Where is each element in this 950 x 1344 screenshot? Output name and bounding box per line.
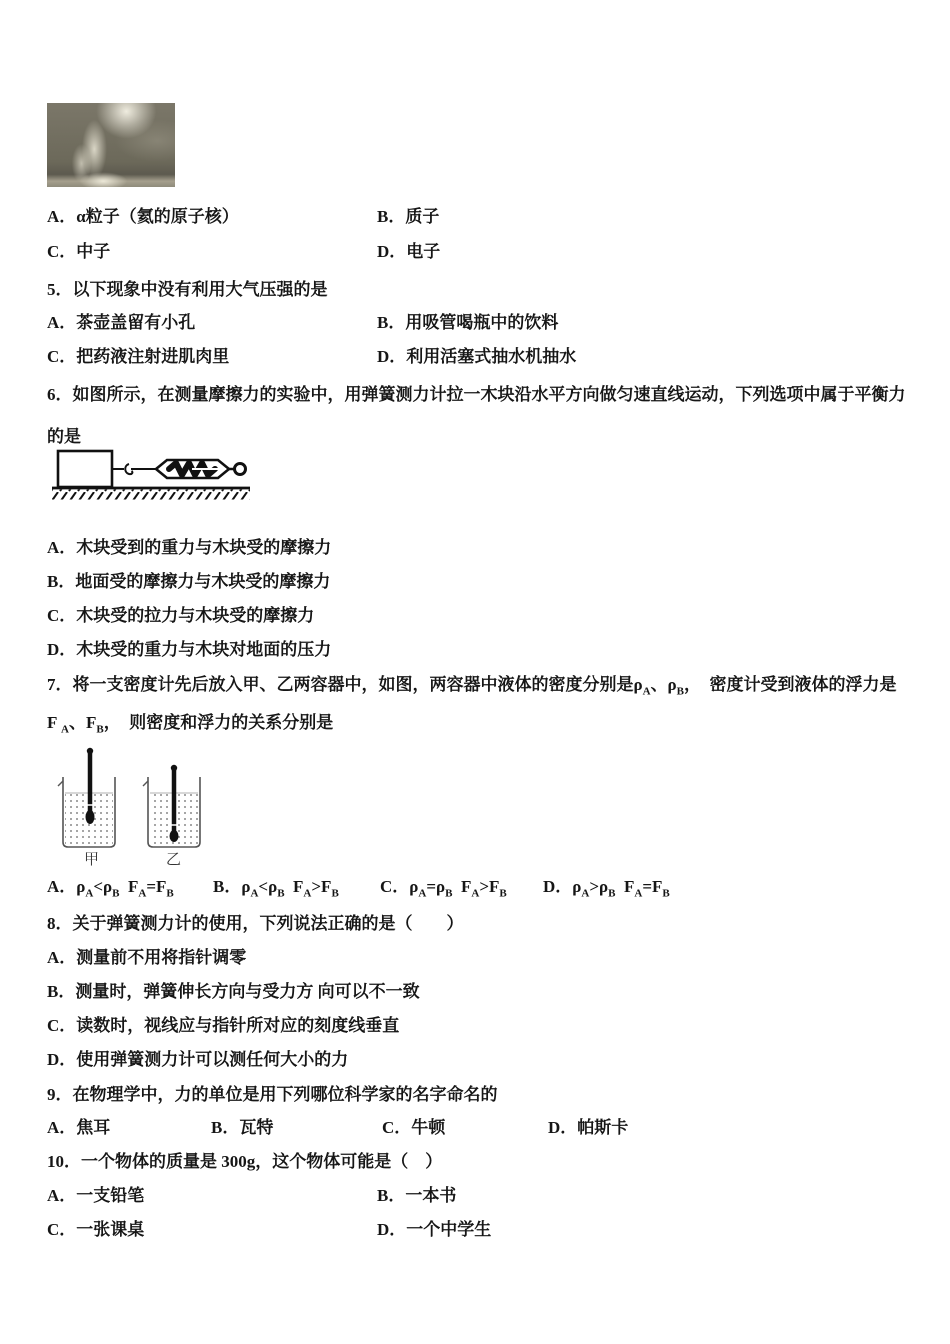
option-label: B．	[211, 1118, 240, 1137]
option-text: 质子	[405, 207, 440, 226]
q8-option-d	[47, 1049, 348, 1070]
q6-option-d	[47, 639, 331, 660]
ground-hatching	[52, 490, 250, 500]
beakers-figure	[57, 745, 207, 857]
q8-option-c	[47, 1015, 399, 1036]
option-label: B．	[377, 1186, 406, 1205]
option-text: 测量时，弹簧伸长方向与受力方 向可以不一致	[75, 982, 420, 1001]
q10-option-a	[47, 1185, 144, 1206]
option-label: A．	[47, 207, 77, 226]
beaker-label-yi: 乙	[166, 852, 182, 868]
option-text: α粒子（氦的原子核）	[76, 207, 239, 226]
q4-option-d	[377, 241, 440, 262]
option-label: C．	[47, 606, 77, 625]
option-label: D．	[377, 1220, 407, 1239]
q7-stem-line1: 7．将一支密度计先后放入甲、乙两容器中，如图，两容器中液体的密度分别是$\rho_A$、$\rho_B$， 密度计受到液体的浮力是	[47, 675, 897, 698]
option-label: A．	[47, 1186, 77, 1205]
q8-option-b	[47, 981, 420, 1002]
q6-stem-line1: 6．如图所示，在测量摩擦力的实验中，用弹簧测力计拉一木块沿水平方向做匀速直线运动，下列选项中属于平衡力	[47, 385, 906, 404]
option-label: D．	[47, 1050, 77, 1069]
q10-option-b	[377, 1185, 456, 1206]
option-label: A．	[47, 313, 77, 332]
option-label: D．	[47, 640, 77, 659]
hydrometer-bulb-yi	[170, 830, 179, 842]
option-text: 木块受的重力与木块对地面的压力	[76, 640, 332, 659]
q10-option-c	[47, 1219, 144, 1240]
q7-option-a: A．$\rho_A<\rho_B$ $F_A=F_B$	[47, 877, 174, 900]
friction-experiment-figure	[50, 448, 255, 506]
option-text: 牛顿	[411, 1118, 446, 1137]
wood-block	[58, 451, 112, 487]
q10-stem: 10．一个物体的质量是 300g，这个物体可能是（ ）	[47, 1152, 443, 1171]
q7-option-b: B．$\rho_A<\rho_B$ $F_A>F_B$	[213, 877, 339, 900]
q6-option-a	[47, 537, 331, 558]
hydrometer-bulb-jia	[86, 810, 95, 824]
pull-ring	[235, 464, 246, 475]
option-text: 一个中学生	[406, 1220, 492, 1239]
option-text: 帕斯卡	[577, 1118, 629, 1137]
option-label: D．	[548, 1118, 578, 1137]
q9-option-c	[382, 1117, 445, 1138]
option-label: B．	[377, 207, 406, 226]
option-text: 木块受的拉力与木块受的摩擦力	[76, 606, 315, 625]
option-text: 瓦特	[239, 1118, 274, 1137]
option-label: C．	[47, 1220, 77, 1239]
q6-option-b	[47, 571, 330, 592]
q7-stem-line2: F $_A$、$F_B$， 则密度和浮力的关系分别是	[47, 713, 334, 736]
option-text: 中子	[76, 242, 111, 261]
option-text: 木块受到的重力与木块受的摩擦力	[76, 538, 332, 557]
option-text: 一张课桌	[76, 1220, 145, 1239]
q5-option-a	[47, 312, 195, 333]
q10-option-d	[377, 1219, 491, 1240]
q5-option-b	[377, 312, 558, 333]
q5-option-d	[377, 346, 576, 367]
option-text: 一本书	[405, 1186, 457, 1205]
option-label: C．	[47, 347, 77, 366]
option-text: 茶壶盖留有小孔	[76, 313, 196, 332]
option-text: 把药液注射进肌肉里	[76, 347, 230, 366]
option-text: 读数时，视线应与指针所对应的刻度线垂直	[76, 1016, 400, 1035]
q5-option-c	[47, 346, 229, 367]
option-label: C．	[47, 242, 77, 261]
option-text: 焦耳	[76, 1118, 111, 1137]
beaker-label-jia: 甲	[84, 852, 100, 868]
option-label: B．	[47, 982, 76, 1001]
q4-option-c	[47, 241, 110, 262]
q9-option-b	[211, 1117, 273, 1138]
option-label: B．	[377, 313, 406, 332]
q8-stem: 8．关于弹簧测力计的使用，下列说法正确的是（ ）	[47, 914, 464, 933]
option-text: 电子	[406, 242, 441, 261]
option-label: A．	[47, 1118, 77, 1137]
option-label: A．	[47, 948, 77, 967]
option-label: D．	[377, 242, 407, 261]
q6-option-c	[47, 605, 314, 626]
option-text: 用吸管喝瓶中的饮料	[405, 313, 559, 332]
option-label: C．	[47, 1016, 77, 1035]
q7-option-d: D．$\rho_A>\rho_B$ $F_A=F_B$	[543, 877, 670, 900]
option-text: 使用弹簧测力计可以测任何大小的力	[76, 1050, 349, 1069]
option-label: A．	[47, 538, 77, 557]
q4-option-b	[377, 206, 439, 227]
q9-stem: 9．在物理学中，力的单位是用下列哪位科学家的名字命名的	[47, 1085, 498, 1104]
q9-option-d	[548, 1117, 628, 1138]
q5-stem: 5．以下现象中没有利用大气压强的是	[47, 280, 328, 299]
option-label: B．	[47, 572, 76, 591]
option-text: 一支铅笔	[76, 1186, 145, 1205]
option-label: C．	[382, 1118, 412, 1137]
option-text: 地面受的摩擦力与木块受的摩擦力	[75, 572, 331, 591]
option-label: D．	[377, 347, 407, 366]
q7-option-c: C．$\rho_A=\rho_B$ $F_A>F_B$	[380, 877, 507, 900]
q8-option-a	[47, 947, 246, 968]
option-text: 测量前不用将指针调零	[76, 948, 247, 967]
option-text: 利用活塞式抽水机抽水	[406, 347, 577, 366]
experiment-photo	[47, 103, 175, 187]
q4-option-a	[47, 206, 239, 227]
q9-option-a	[47, 1117, 110, 1138]
q6-stem-line2: 的是	[47, 427, 81, 446]
